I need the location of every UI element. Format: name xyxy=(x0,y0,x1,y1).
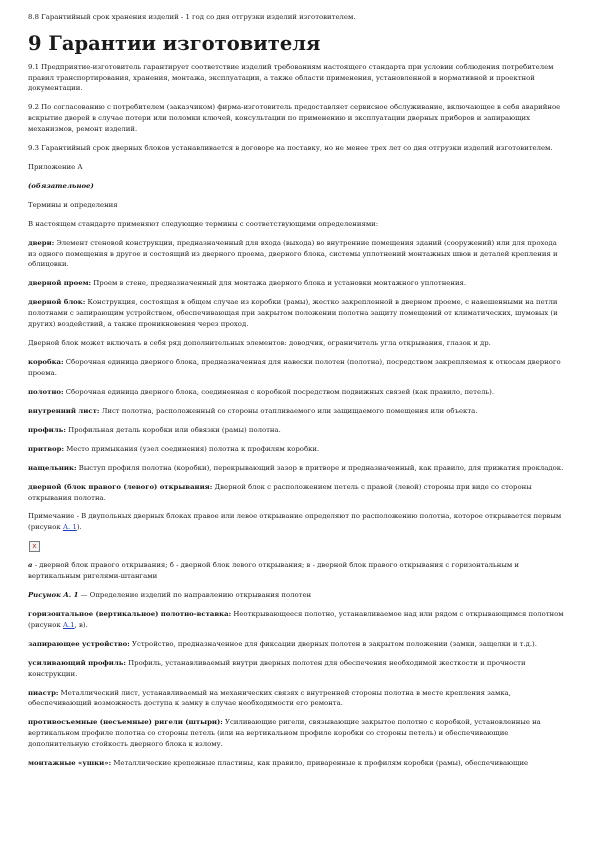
appendix-status: (обязательное) xyxy=(28,181,94,190)
figure-link[interactable]: А.1 xyxy=(62,620,75,629)
term-name: пиастр: xyxy=(28,688,59,697)
broken-image-icon: x xyxy=(29,541,40,552)
figure-caption-text: - дверной блок правого открывания; б - дверной блок левого открывания; в - дверной блок правого открывания с горизонтальным и вертикальным ригелями-штангами xyxy=(28,561,519,581)
term-definition: Дверной блок с расположением петель с правой (левой) стороны при виде со стороны открывания полотна. xyxy=(28,482,532,502)
figure-caption xyxy=(28,560,567,582)
figure-label-number: Рисунок А. 1 xyxy=(28,591,79,600)
term-name: дверной проем: xyxy=(28,279,92,288)
term-definition: Конструкция, состоящая в общем случае из коробки (рамы), жестко закрепленной в дверном проеме, с навешенными на петли полотнами с запирающим устройством, обеспечивающая при закрытом положении полотна защиту помещений от климатических, шумовых (и других) воздействий, а также проникновения через проход. xyxy=(28,298,558,329)
term-item xyxy=(28,482,567,504)
appendix-title: Термины и определения xyxy=(28,200,118,209)
term-name: дверной (блок правого (левого) открывания: xyxy=(28,482,213,491)
term-item xyxy=(28,463,567,474)
term-tail: , в). xyxy=(74,620,88,629)
term-item xyxy=(28,758,567,769)
section-title: 9 Гарантии изготовителя xyxy=(28,31,321,55)
term-item xyxy=(28,425,567,436)
term-item xyxy=(28,406,567,417)
term-item xyxy=(28,357,567,379)
term-name: двери: xyxy=(28,238,55,247)
paragraph-9-3: 9.3 Гарантийный срок дверных блоков устанавливается в договоре на поставку, но не менее трех лет со дня отгрузки изделий изготовителем. xyxy=(28,143,553,152)
note-suffix: ). xyxy=(76,523,82,532)
terms-list-2 xyxy=(28,609,567,769)
term-item xyxy=(28,658,567,680)
note-prefix: Примечание - В двупольных дверных блоках правое или левое открывание определяют по расположению полотна, которое открывается первым (рисунок xyxy=(28,512,562,532)
term-definition: Металлические крепежные пластины, как правило, приваренные к профилям коробки (рамы), обеспечивающие xyxy=(111,758,529,767)
term-item xyxy=(28,338,567,349)
figure-caption-letter: а xyxy=(28,561,33,570)
term-item xyxy=(28,238,567,270)
paragraph-9-1: 9.1 Предприятие-изготовитель гарантирует соответствие изделий требованиям настоящего стандарта при условии соблюдения потребителем правил транспортирования, хранения, монтажа, эксплуатации, а также области применения, установленной в нормативной и проектной документации. xyxy=(28,62,554,93)
figure-link[interactable]: А. 1 xyxy=(62,523,77,532)
term-name: полотно: xyxy=(28,387,64,396)
appendix-heading: Приложение А xyxy=(28,162,83,171)
term-name: горизонтальное (вертикальное) полотно-вставка: xyxy=(28,610,232,619)
term-item xyxy=(28,688,567,710)
paragraph-9-2: 9.2 По согласованию с потребителем (заказчиком) фирма-изготовитель предоставляет сервисное обслуживание, включающее в себя аварийное вскрытие дверей в случае потери или поломки ключей, консультации по применению и эксплуатации дверных приборов и запирающих механизмов, ремонт изделий. xyxy=(28,103,561,133)
term-name: монтажные «ушки»: xyxy=(28,758,112,767)
figure-label-text: — Определение изделий по направлению открывания полотен xyxy=(78,591,312,600)
term-definition: Лист полотна, расположенный со стороны отапливаемого или защищаемого помещения или объекта. xyxy=(99,406,478,415)
term-name: усиливающий профиль: xyxy=(28,658,126,667)
term-name: запирающее устройство: xyxy=(28,639,130,648)
term-item xyxy=(28,387,567,398)
term-definition: Металлический лист, устанавливаемый на механических связях с внутренней стороны полотна в месте крепления замка, обеспечивающий возможность доступа к замку в случае необходимости его ремонта. xyxy=(28,688,511,708)
term-definition: Профильная деталь коробки или обвязки (рамы) полотна. xyxy=(65,425,281,434)
terms-intro: В настоящем стандарте применяют следующие термины с соответствующими определениями: xyxy=(28,219,379,228)
term-definition: Профиль, устанавливаемый внутри дверных полотен для обеспечения необходимой жесткости и прочности конструкции. xyxy=(28,658,526,678)
term-definition: Элемент стеновой конструкции, предназначенный для входа (выхода) во внутренние помещения зданий (сооружений) или для прохода из одного помещения в другое и состоящий из дверного проема, дверного блока, системы уплотнений монтажных швов и деталей крепления и облицовки. xyxy=(28,238,558,269)
term-definition: Место примыкания (узел соединения) полотна к профилям коробки. xyxy=(64,444,320,453)
term-definition: Сборочная единица дверного блока, соединенная с коробкой посредством подвижных связей (как правило, петель). xyxy=(63,387,495,396)
paragraph-8-8: 8.8 Гарантийный срок хранения изделий - 1 год со дня отгрузки изделий изготовителем. xyxy=(28,13,356,21)
term-item xyxy=(28,444,567,455)
term-definition: Усиливающие ригели, связывающие закрытое полотно с коробкой, установленные на вертикальном профиле полотна со стороны петель (или на вертикальном профиле коробки со стороны петель) и обеспечивающие дополнительную стойкость дверного блока к взлому. xyxy=(28,718,541,748)
term-item xyxy=(28,717,567,749)
terms-list xyxy=(28,238,567,503)
term-name: коробка: xyxy=(28,358,64,366)
term-definition: Выступ профиля полотна (коробки), перекрывающий зазор в притворе и предназначенный, как правило, для прижатия прокладок. xyxy=(76,463,564,472)
term-name: притвор: xyxy=(28,444,64,453)
note-paragraph xyxy=(28,511,567,533)
term-name: нащельник: xyxy=(28,463,77,472)
term-definition: Проем в стене, предназначенный для монтажа дверного блока и установки монтажного уплотнения. xyxy=(91,279,467,288)
figure-label xyxy=(28,590,567,601)
term-name: внутренний лист: xyxy=(28,406,100,415)
term-item xyxy=(28,278,567,289)
term-name: противосъемные (несъемные) ригели (штыри): xyxy=(28,718,223,727)
term-definition: Неоткрывающееся полотно, устанавливаемое над или рядом с открывающимся полотном (рисунок xyxy=(28,610,564,629)
term-definition: Устройство, предназначенное для фиксации дверных полотен в закрытом положении (замки, защелки и т.д.). xyxy=(129,639,537,648)
term-name: дверной блок: xyxy=(28,298,86,307)
term-item xyxy=(28,639,567,650)
term-item xyxy=(28,297,567,329)
term-item xyxy=(28,609,567,631)
term-definition: Дверной блок может включать в себя ряд дополнительных элементов: доводчик, ограничитель угла открывания, глазок и др. xyxy=(28,339,491,348)
term-name: профиль: xyxy=(28,425,66,434)
term-definition: Сборочная единица дверного блока, предназначенная для навески полотен (полотна), посредством закрепляемая к откосам дверного проема. xyxy=(28,358,561,377)
